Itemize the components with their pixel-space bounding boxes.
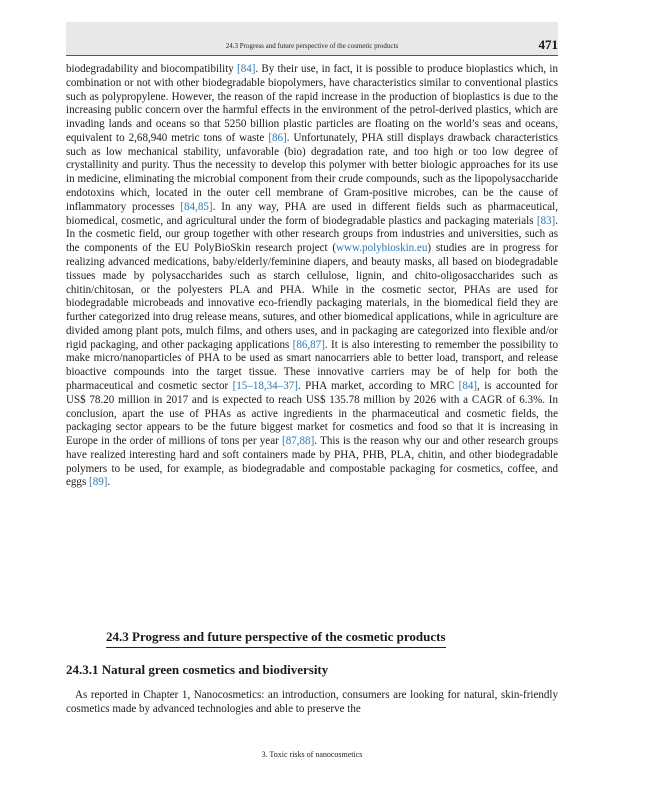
citation-link[interactable]: [87,88]	[282, 435, 315, 448]
subsection-heading: 24.3.1 Natural green cosmetics and biodiversity	[66, 662, 329, 677]
section-heading	[66, 629, 558, 648]
text-run: . By their use, in fact, it is possible to produce bioplastics which, in combination or not with other biodegradable biopolymers, have characteristics similar to conventional plastics such as polypropylene. However, the reason of the rapid increase in the production of bioplastics is due to the increasing public concern over the harmful effects in the environment of the petrol-derived plastics, which are invading lands and oceans so that 5250 billion plastic particles are floating on the world’s seas and oceans, equivalent to 2,68,940 metric tons of waste	[66, 63, 558, 144]
running-head: 24.3 Progress and future perspective of the cosmetic products	[225, 42, 399, 50]
page-number: 471	[538, 37, 558, 52]
citation-link[interactable]: [86,87]	[292, 338, 325, 351]
text-run: . In the cosmetic field, our group together with other research groups from industries and universities, such as the components of the EU PolyBioSkin research project (	[66, 214, 558, 255]
citation-link[interactable]: [83]	[536, 214, 556, 227]
subsection-intro-paragraph: As reported in Chapter 1, Nanocosmetics: an introduction, consumers are looking for natural, skin-friendly cosmetics made by advanced technologies and able to preserve the	[66, 689, 558, 715]
citation-link[interactable]: [84,85]	[180, 200, 213, 213]
text-run: . This is the reason why our and other research groups have realized interesting hard and soft containers made by PHA, PHB, PLA, chitin, and other biodegradable polymers to be used, for example, as biodegradable and compostable packaging for cosmetics, coffee, and eggs	[66, 435, 558, 489]
text-run: ) studies are in progress for realizing advanced medications, baby/elderly/feminine diapers, and beauty masks, all based on biodegradable tissues made by polysaccharides such as starch cellulose, lignin, and chito-oligosaccharides such as chitin/chitosan, or the polyesters PLA and PHA. While in the cosmetic sector, PHAs are used for biodegradable microbeads and innovative eco-friendly packaging materials, in the biomedical field they are further categorized into drug release means, sutures, and other biomedical applications, while in agriculture are divided among plant pots, mulch films, and others uses, and in packaging are categorized into flexible and/or rigid packaging, and other packaging applications	[66, 242, 558, 351]
citation-link[interactable]: [86]	[268, 131, 287, 144]
section-heading-text: 24.3 Progress and future perspective of the cosmetic products	[106, 629, 446, 648]
text-run: . In any way, PHA are used in different fields such as pharmaceutical, biomedical, cosmetic, and agricultural under the form of biodegradable plastics and packaging materials	[66, 200, 559, 227]
citation-link[interactable]: [84]	[458, 379, 478, 392]
page-footer: 3. Toxic risks of nanocosmetics	[261, 750, 363, 759]
body-paragraph	[66, 63, 558, 490]
citation-link[interactable]: [89]	[89, 476, 108, 489]
website-link[interactable]: www.polybioskin.eu	[336, 242, 428, 255]
header-rule	[66, 55, 558, 56]
citation-link[interactable]: [84]	[237, 63, 256, 75]
citation-link[interactable]: [15–18,34–37]	[232, 379, 298, 392]
text-run: . Unfortunately, PHA still displays drawback characteristics such as low mechanical stability, unfavorable (bio) degradation rate, and too high or too low degree of crystallinity and purity. Thus the necessity to develop this polymer with better biologic approaches for its use in medicine, eliminating the microbial component from their crude compounds, such as the lipopolysaccharide endotoxins which, located in the outer cell membrane of Gram-positive microbes, can be the cause of inflammatory processes	[66, 131, 558, 213]
text-run: . It is also interesting to remember the possibility to make micro/nanoparticles of PHA to be used as smart nanocarriers able to better load, transport, and release bioactive compounds into the target tissue. These innovative carriers may be of help for both the pharmaceutical and cosmetic sector	[66, 338, 559, 392]
text-run: biodegradability and biocompatibility	[66, 63, 238, 75]
page-header-band	[66, 22, 558, 55]
text-run: . PHA market, according to MRC	[297, 379, 459, 392]
text-run: .	[107, 476, 111, 489]
text-run: , is accounted for US$ 78.20 million in 2017 and is expected to reach US$ 135.78 million by 2026 with a CAGR of 6.3%. In conclusion, apart the use of PHAs as active ingredients in the pharmaceutical and cosmetic fields, the packaging sector appears to be the future biggest market for cosmetics and food so that it is increasing in Europe in the order of millions of tons per year	[66, 379, 558, 448]
